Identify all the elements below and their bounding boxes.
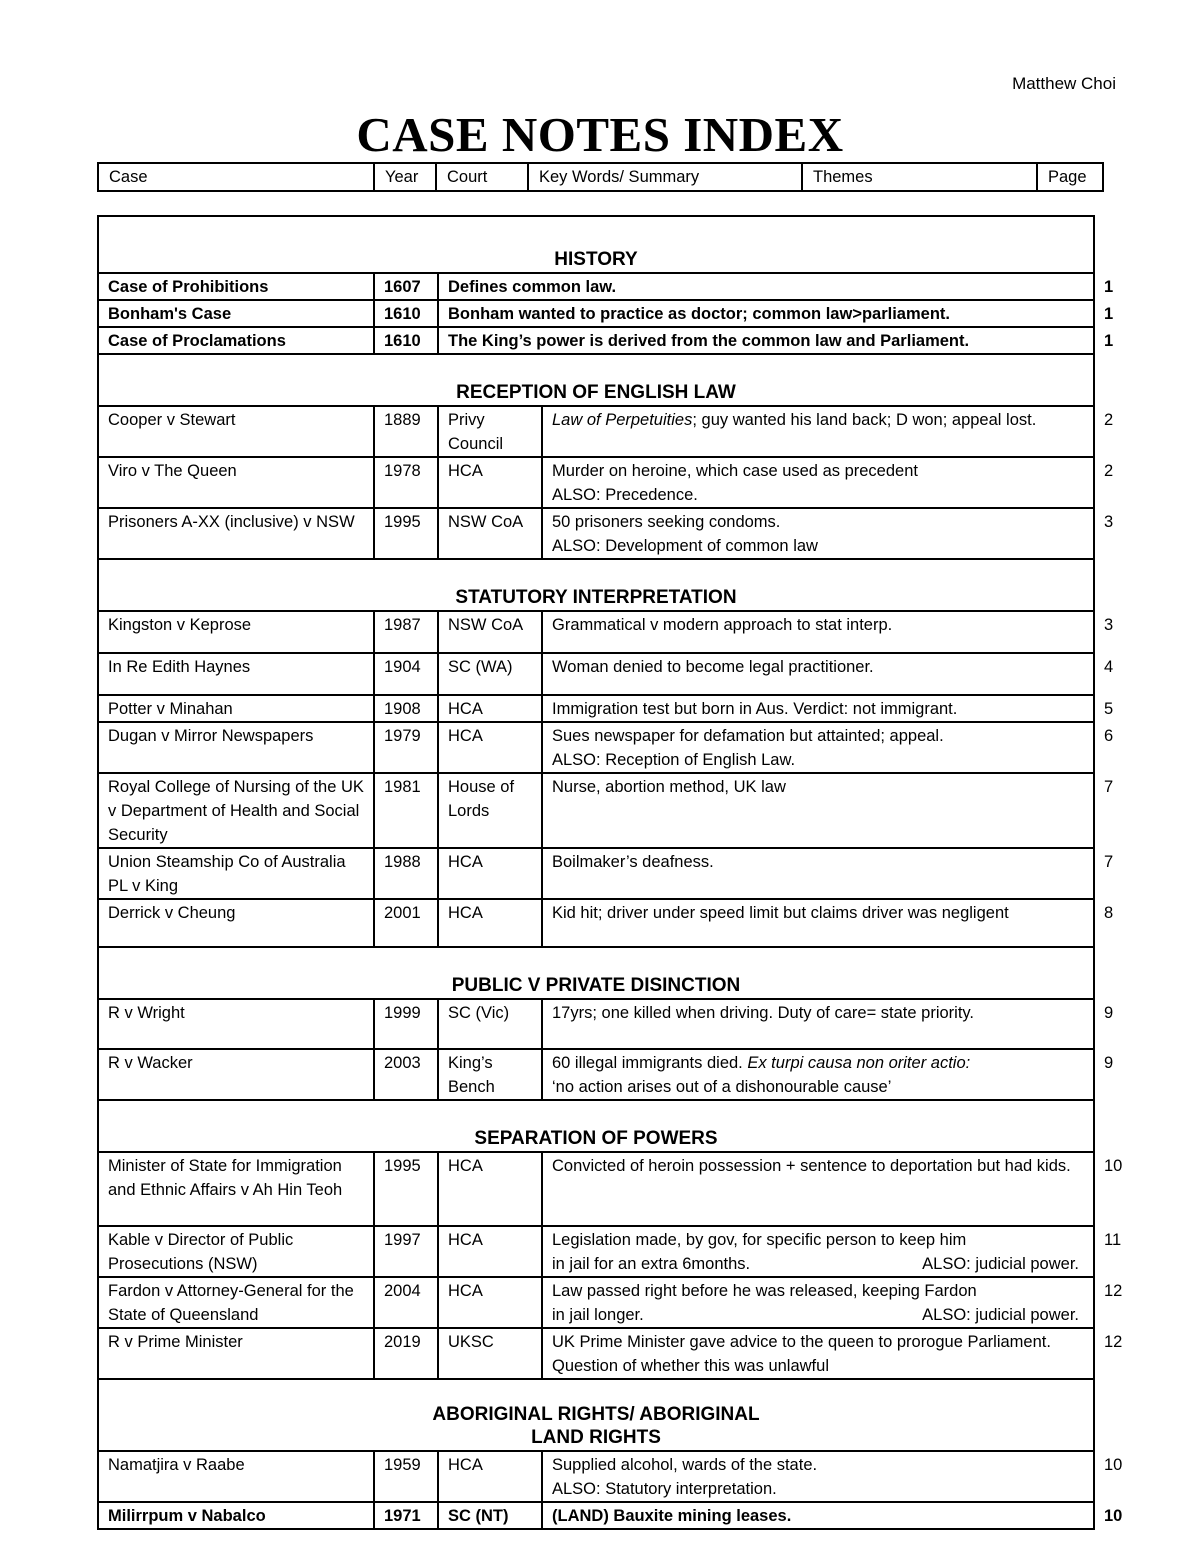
- case-name: R v Wacker: [98, 1049, 374, 1100]
- case-summary: [542, 1451, 1094, 1502]
- case-summary: [542, 1152, 1094, 1226]
- case-court: SC (WA): [438, 653, 542, 695]
- column-header-themes: Themes: [802, 163, 1037, 191]
- table-row: Cooper v Stewart 1889 Privy Council Law of Perpetuities; guy wanted his land back; D won; appeal lost. 2: [98, 406, 1094, 457]
- column-header-case: Case: [98, 163, 374, 191]
- case-year: 1979: [374, 722, 438, 773]
- case-year: 1995: [374, 508, 438, 559]
- page-title: CASE NOTES INDEX: [356, 107, 844, 162]
- table-row: Fardon v Attorney-General for the State of Queensland 2004 HCA Law passed right before he was released, keeping Fardon in jail longer. ALSO: judicial power. 12: [98, 1277, 1094, 1328]
- summary-text: Defines common law.: [448, 278, 617, 296]
- case-name: Union Steamship Co of Australia PL v King: [98, 848, 374, 899]
- table-row: Case of Proclamations 1610 The King’s power is derived from the common law and Parliament. 1: [98, 327, 1094, 354]
- case-name: Bonham's Case: [98, 300, 374, 327]
- section-heading-row: [98, 216, 1094, 273]
- case-name: Potter v Minahan: [98, 695, 374, 722]
- case-summary: [542, 508, 1094, 559]
- case-name: Kable v Director of Public Prosecutions (NSW): [98, 1226, 374, 1277]
- case-name: Derrick v Cheung: [98, 899, 374, 947]
- case-name: Dugan v Mirror Newspapers: [98, 722, 374, 773]
- case-court: NSW CoA: [438, 611, 542, 653]
- summary-text: Sues newspaper for defamation but attainted; appeal.: [552, 727, 944, 745]
- section-heading: [98, 559, 1094, 611]
- section-heading-row: [98, 559, 1094, 611]
- case-year: 1978: [374, 457, 438, 508]
- case-name: Prisoners A-XX (inclusive) v NSW: [98, 508, 374, 559]
- table-row: Union Steamship Co of Australia PL v King 1988 HCA Boilmaker’s deafness. 7: [98, 848, 1094, 899]
- case-summary: [542, 457, 1094, 508]
- table-row: Dugan v Mirror Newspapers 1979 HCA Sues newspaper for defamation but attainted; appeal. ALSO: Reception of English Law. 6: [98, 722, 1094, 773]
- summary-also: ALSO: Reception of English Law.: [552, 751, 796, 769]
- case-court: King’s Bench: [438, 1049, 542, 1100]
- case-summary: [542, 653, 1094, 695]
- case-year: 1889: [374, 406, 438, 457]
- case-name: Kingston v Keprose: [98, 611, 374, 653]
- summary-also: ALSO: Development of common law: [552, 537, 818, 555]
- case-court: HCA: [438, 1277, 542, 1328]
- table-row: Royal College of Nursing of the UK v Department of Health and Social Security 1981 House of Lords Nurse, abortion method, UK law 7: [98, 773, 1094, 848]
- section-heading-text: ABORIGINAL RIGHTS/ ABORIGINAL: [432, 1404, 760, 1425]
- section-heading: [98, 216, 1094, 273]
- summary-text: Law passed right before he was released, keeping Fardon: [552, 1282, 977, 1300]
- column-header-summary: Key Words/ Summary: [528, 163, 802, 191]
- case-year: 1971: [374, 1502, 438, 1529]
- case-name: R v Prime Minister: [98, 1328, 374, 1379]
- summary-text: Legislation made, by gov, for specific person to keep him: [552, 1231, 967, 1249]
- case-year: 2004: [374, 1277, 438, 1328]
- case-summary: [438, 327, 1094, 354]
- case-year: 1997: [374, 1226, 438, 1277]
- case-summary: [542, 406, 1094, 457]
- section-heading-row: [98, 947, 1094, 999]
- case-year: 1908: [374, 695, 438, 722]
- section-heading: [98, 354, 1094, 406]
- column-header-row: [98, 163, 1103, 191]
- section-heading-text: HISTORY: [554, 249, 638, 270]
- table-row: Prisoners A-XX (inclusive) v NSW 1995 NSW CoA 50 prisoners seeking condoms. ALSO: Development of common law 3: [98, 508, 1094, 559]
- table-row: Potter v Minahan 1908 HCA Immigration test but born in Aus. Verdict: not immigrant. 5: [98, 695, 1094, 722]
- summary-text: The King’s power is derived from the common law and Parliament.: [448, 332, 970, 350]
- summary-text: ; guy wanted his land back; D won; appeal lost.: [692, 411, 1037, 429]
- section-heading-row: [98, 354, 1094, 406]
- summary-text: Grammatical v modern approach to stat interp.: [552, 616, 893, 634]
- summary-italic: Ex turpi causa non oriter actio:: [747, 1054, 971, 1072]
- case-court: HCA: [438, 848, 542, 899]
- case-summary: [438, 300, 1094, 327]
- case-summary: [542, 611, 1094, 653]
- case-index-body: [98, 216, 1123, 1529]
- case-name: In Re Edith Haynes: [98, 653, 374, 695]
- table-row: Derrick v Cheung 2001 HCA Kid hit; driver under speed limit but claims driver was negligent 8: [98, 899, 1094, 947]
- section-heading: [98, 1379, 1094, 1451]
- case-name: Case of Proclamations: [98, 327, 374, 354]
- case-summary: [542, 773, 1094, 848]
- table-row: Milirrpum v Nabalco 1971 SC (NT) (LAND) Bauxite mining leases. 10: [98, 1502, 1094, 1529]
- case-court: UKSC: [438, 1328, 542, 1379]
- case-summary: [542, 1328, 1094, 1379]
- summary-text: Boilmaker’s deafness.: [552, 853, 714, 871]
- case-court: HCA: [438, 899, 542, 947]
- summary-text: Kid hit; driver under speed limit but claims driver was negligent: [552, 904, 1009, 922]
- case-name: Namatjira v Raabe: [98, 1451, 374, 1502]
- case-year: 1981: [374, 773, 438, 848]
- case-court: HCA: [438, 695, 542, 722]
- table-row: In Re Edith Haynes 1904 SC (WA) Woman denied to become legal practitioner. 4: [98, 653, 1094, 695]
- section-heading-text: SEPARATION OF POWERS: [474, 1128, 718, 1149]
- summary-text: Supplied alcohol, wards of the state.: [552, 1456, 818, 1474]
- summary-text-line2: in jail for an extra 6months.: [552, 1255, 751, 1273]
- case-year: 1995: [374, 1152, 438, 1226]
- case-summary: [542, 1277, 1094, 1328]
- column-header-year: Year: [374, 163, 436, 191]
- case-name: Case of Prohibitions: [98, 273, 374, 300]
- section-heading-text: RECEPTION OF ENGLISH LAW: [456, 382, 736, 403]
- case-court: NSW CoA: [438, 508, 542, 559]
- case-court: HCA: [438, 1451, 542, 1502]
- case-summary: [438, 273, 1094, 300]
- summary-text-line2: in jail longer.: [552, 1306, 644, 1324]
- case-year: 1607: [374, 273, 438, 300]
- table-row: R v Wacker 2003 King’s Bench 60 illegal immigrants died. Ex turpi causa non oriter actio: ‘no action arises out of a dishonourable cause’ 9: [98, 1049, 1094, 1100]
- case-court: HCA: [438, 1226, 542, 1277]
- case-name: Viro v The Queen: [98, 457, 374, 508]
- case-index-table: [97, 215, 1123, 1530]
- case-year: 2019: [374, 1328, 438, 1379]
- case-year: 1999: [374, 999, 438, 1049]
- section-heading-row: [98, 1100, 1094, 1152]
- summary-also: ‘no action arises out of a dishonourable cause’: [552, 1078, 892, 1096]
- case-summary: [542, 1502, 1094, 1529]
- table-row: Minister of State for Immigration and Ethnic Affairs v Ah Hin Teoh 1995 HCA Convicted of heroin possession + sentence to deportation but had kids. 10: [98, 1152, 1094, 1226]
- section-heading-row: [98, 1379, 1094, 1451]
- summary-also: ALSO: Statutory interpretation.: [552, 1480, 777, 1498]
- case-court: House of Lords: [438, 773, 542, 848]
- case-year: 1959: [374, 1451, 438, 1502]
- summary-also: ALSO: Precedence.: [552, 486, 698, 504]
- case-year: 2001: [374, 899, 438, 947]
- case-name: Milirrpum v Nabalco: [98, 1502, 374, 1529]
- summary-text: Nurse, abortion method, UK law: [552, 778, 786, 796]
- case-year: 1987: [374, 611, 438, 653]
- summary-text: Convicted of heroin possession + sentence to deportation but had kids.: [552, 1157, 1071, 1175]
- case-court: Privy Council: [438, 406, 542, 457]
- case-summary: [542, 722, 1094, 773]
- summary-text: Immigration test but born in Aus. Verdict: not immigrant.: [552, 700, 958, 718]
- case-name: Fardon v Attorney-General for the State of Queensland: [98, 1277, 374, 1328]
- section-heading-text: STATUTORY INTERPRETATION: [455, 587, 737, 608]
- table-row: R v Prime Minister 2019 UKSC UK Prime Minister gave advice to the queen to prorogue Parliament. Question of whether this was unlawful 12: [98, 1328, 1094, 1379]
- summary-italic: Law of Perpetuities: [552, 411, 693, 429]
- section-heading: [98, 947, 1094, 999]
- case-court: SC (Vic): [438, 999, 542, 1049]
- table-row: Case of Prohibitions 1607 Defines common law. 1: [98, 273, 1094, 300]
- table-row: Namatjira v Raabe 1959 HCA Supplied alcohol, wards of the state. ALSO: Statutory interpretation. 10: [98, 1451, 1094, 1502]
- author-name: Matthew Choi: [1012, 74, 1116, 93]
- section-heading-text-line2: LAND RIGHTS: [531, 1427, 661, 1448]
- case-court: HCA: [438, 1152, 542, 1226]
- case-court: HCA: [438, 457, 542, 508]
- section-heading: [98, 1100, 1094, 1152]
- table-row: Kingston v Keprose 1987 NSW CoA Grammatical v modern approach to stat interp. 3: [98, 611, 1094, 653]
- summary-text: (LAND) Bauxite mining leases.: [552, 1507, 792, 1525]
- case-court: SC (NT): [438, 1502, 542, 1529]
- case-summary: [542, 899, 1094, 947]
- case-name: Royal College of Nursing of the UK v Department of Health and Social Security: [98, 773, 374, 848]
- summary-split-line: [552, 1303, 1085, 1327]
- case-summary: [542, 1049, 1094, 1100]
- case-year: 1904: [374, 653, 438, 695]
- summary-text: Bonham wanted to practice as doctor; common law>parliament.: [448, 305, 950, 323]
- summary-text: Murder on heroine, which case used as precedent: [552, 462, 918, 480]
- summary-text: 60 illegal immigrants died.: [552, 1054, 748, 1072]
- case-year: 1988: [374, 848, 438, 899]
- case-summary: [542, 848, 1094, 899]
- case-name: Minister of State for Immigration and Ethnic Affairs v Ah Hin Teoh: [98, 1152, 374, 1226]
- summary-text: Woman denied to become legal practitioner.: [552, 658, 874, 676]
- summary-also: ALSO: judicial power.: [922, 1306, 1079, 1324]
- summary-text: UK Prime Minister gave advice to the queen to prorogue Parliament. Question of whether this was unlawful: [552, 1333, 1051, 1375]
- column-header-court: Court: [436, 163, 528, 191]
- table-row: Kable v Director of Public Prosecutions (NSW) 1997 HCA Legislation made, by gov, for specific person to keep him in jail for an extra 6months. ALSO: judicial power. 11: [98, 1226, 1094, 1277]
- summary-text: 50 prisoners seeking condoms.: [552, 513, 781, 531]
- case-year: 1610: [374, 327, 438, 354]
- case-summary: [542, 999, 1094, 1049]
- case-name: Cooper v Stewart: [98, 406, 374, 457]
- summary-also: ALSO: judicial power.: [922, 1255, 1079, 1273]
- case-summary: [542, 695, 1094, 722]
- case-year: 2003: [374, 1049, 438, 1100]
- section-heading-text: PUBLIC V PRIVATE DISINCTION: [451, 975, 741, 996]
- case-summary: [542, 1226, 1094, 1277]
- case-name: R v Wright: [98, 999, 374, 1049]
- table-row: Bonham's Case 1610 Bonham wanted to practice as doctor; common law>parliament. 1: [98, 300, 1094, 327]
- case-court: HCA: [438, 722, 542, 773]
- summary-split-line: [552, 1252, 1085, 1276]
- summary-text: 17yrs; one killed when driving. Duty of care= state priority.: [552, 1004, 975, 1022]
- column-header-page: Page: [1037, 163, 1103, 191]
- column-header-table: [97, 162, 1104, 192]
- table-row: R v Wright 1999 SC (Vic) 17yrs; one killed when driving. Duty of care= state priority. 9: [98, 999, 1094, 1049]
- table-row: Viro v The Queen 1978 HCA Murder on heroine, which case used as precedent ALSO: Precedence. 2: [98, 457, 1094, 508]
- case-year: 1610: [374, 300, 438, 327]
